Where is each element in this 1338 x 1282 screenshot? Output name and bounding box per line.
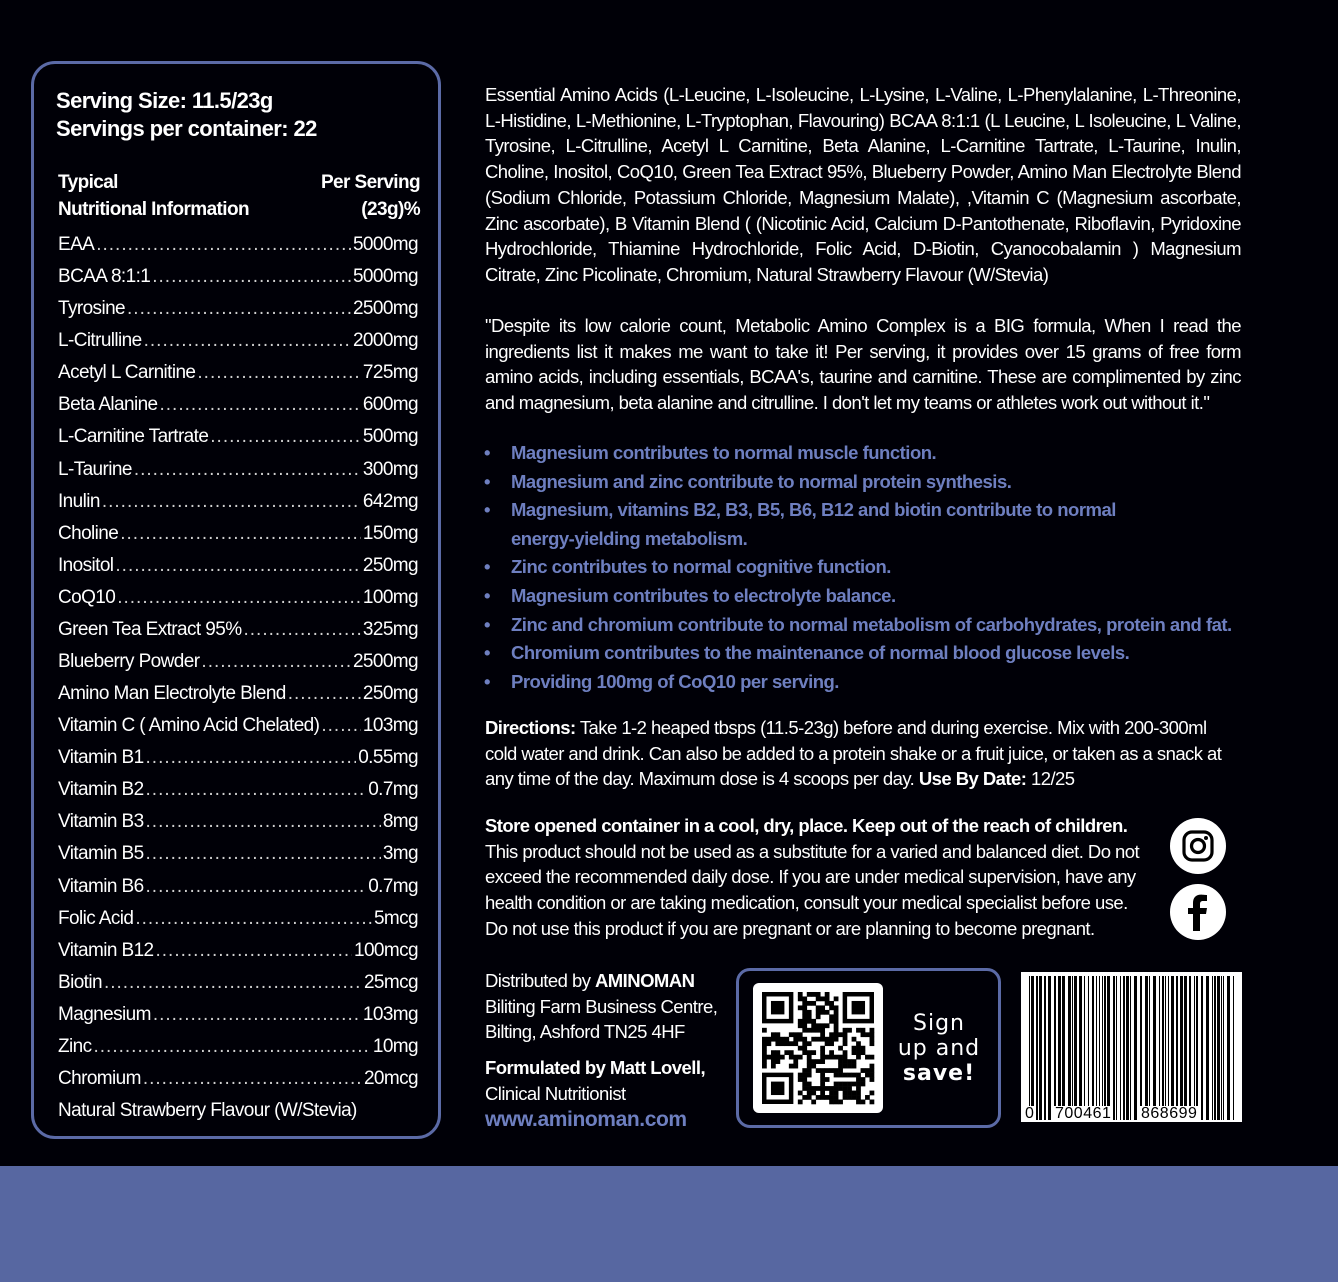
nutrient-row [58,972,418,1004]
nutrient-value: 10mg [372,1035,418,1057]
nutrient-name: Vitamin B5 [58,843,144,865]
dot-leader [146,811,381,833]
serving-size: Serving Size: 11.5/23g [56,88,273,113]
dot-leader [197,362,360,384]
nutrient-value: 300mg [362,458,418,480]
nutrient-name: Amino Man Electrolyte Blend [58,683,286,705]
dot-leader [288,683,361,705]
nutrient-value: 2500mg [352,298,418,320]
dot-leader [160,394,361,416]
header-per-serving: Per Serving [320,172,420,193]
nutrition-panel [31,61,441,1139]
dot-leader [146,876,367,898]
nutrient-value: 0.55mg [358,747,418,769]
qr-signup-panel[interactable] [736,968,1001,1128]
nutrient-name: Blueberry Powder [58,651,200,673]
nutrient-name: Inulin [58,490,100,512]
nutrient-value: 250mg [362,683,418,705]
barcode-digits-right: 868699 [1141,1105,1198,1122]
qr-cta-line-3: save! [902,1061,976,1086]
qr-cta-line-2: up and [897,1036,981,1061]
nutrient-name: L-Citrulline [58,330,142,352]
nutrient-row [58,715,418,747]
instagram-icon[interactable] [1170,818,1226,874]
barcode-digits-middle: 700461 [1055,1105,1112,1122]
nutrient-row [58,651,418,683]
dot-leader [96,234,351,256]
nutrient-name: Vitamin B6 [58,875,144,897]
health-claim: • Magnesium and zinc contribute to normal protein synthesis. [484,468,1284,497]
dot-leader [135,908,372,930]
health-claim: • Chromium contributes to the maintenance of normal blood glucose levels. [484,639,1284,668]
dot-leader [146,747,357,769]
use-by-value: 12/25 [1026,768,1075,790]
health-claim: • Magnesium, vitamins B2, B3, B5, B6, B12 and biotin contribute to normal energy-yielding metabolism. [484,496,1284,553]
nutrient-name: Vitamin B1 [58,747,144,769]
nutrient-name: Magnesium [58,1003,151,1025]
nutrient-value: 725mg [362,362,418,384]
nutrient-value: 3mg [382,843,418,865]
header-typical: Typical [58,172,118,193]
distributor-address-1: Biliting Farm Business Centre, [485,995,718,1017]
servings-per-container: Servings per container: 22 [56,116,317,141]
distributor-address-2: Bilting, Ashford TN25 4HF [485,1021,685,1042]
nutrient-name: Beta Alanine [58,394,158,416]
nutrient-value: 642mg [362,490,418,512]
nutrient-row [58,1068,418,1100]
dot-leader [153,1004,361,1026]
nutrient-name: CoQ10 [58,586,116,608]
website-link[interactable]: www.aminoman.com [485,1108,687,1131]
nutrient-value: 2000mg [352,330,418,352]
dot-leader [152,266,351,288]
distributor-info [485,968,717,1045]
nutrient-value: 250mg [362,554,418,576]
nutrient-row [58,330,418,362]
dot-leader [244,619,361,641]
nutrient-value: 0.7mg [368,779,418,801]
directions [485,715,1241,792]
nutrient-value: 600mg [362,394,418,416]
nutrient-row [58,266,418,298]
nutrient-row [58,298,418,330]
nutrient-name: Tyrosine [58,298,126,320]
nutrient-name: Vitamin B3 [58,811,144,833]
dot-leader [104,972,362,994]
storage-text: This product should not be used as a substitute for a varied and balanced diet. Do not exceed the recommended daily dose. If you are under medical supervision, have any health condition or are taking medication, consult your medical specialist before use. Do not use this product if you are pregnant or are planning to become pregnant. [485,840,1140,939]
nutrient-row [58,555,418,587]
distributor-brand: AMINOMAN [595,970,695,991]
nutrient-value: 5000mg [352,266,418,288]
nutrient-list [58,234,418,1100]
nutrient-row [58,394,418,426]
ingredients-text: Essential Amino Acids (L-Leucine, L-Isoleucine, L-Lysine, L-Valine, L-Phenylalanine, L-Threonine, L-Histidine, L-Methionine, L-Tryptophan, Flavouring) BCAA 8:1:1 (L Leucine, L Isoleucine, L Valine, Tyrosine, L-Citrulline, Acetyl L Carnitine, Beta Alanine, L-Carnitine Tartrate, L-Taurine, Inulin, Choline, Inositol, CoQ10, Green Tea Extract 95%, Blueberry Powder, Amino Man Electrolyte Blend (Sodium Chloride, Potassium Chloride, Magnesium Malate), ,Vitamin C (Magnesium ascorbate, Zinc ascorbate), B Vitamin Blend ( (Nicotinic Acid, Calcium D-Pantothenate, Riboflavin, Pyridoxine Hydrochloride, Thiamine Hydrochloride, Folic Acid, D-Biotin, Cyanocobalamin ) Magnesium Citrate, Zinc Picolinate, Chromium, Natural Strawberry Flavour (W/Stevia) [485,84,1241,285]
facebook-icon[interactable] [1170,884,1226,940]
health-claims-list [484,439,1284,696]
dot-leader [146,843,381,865]
nutrient-row [58,940,418,972]
qr-signup-text [891,1011,987,1086]
distributor-prefix: Distributed by [485,970,595,991]
nutrient-name: BCAA 8:1:1 [58,266,151,288]
nutrient-value: 100mg [362,586,418,608]
nutrient-row [58,683,418,715]
nutrient-row [58,908,418,940]
nutrient-row [58,234,418,266]
barcode-digits [1021,1106,1242,1122]
dot-leader [115,555,360,577]
nutrient-row [58,876,418,908]
nutrient-name: Vitamin C ( Amino Acid Chelated) [58,715,320,737]
header-nutritional-information: Nutritional Information [58,199,249,220]
use-by-label: Use By Date: [918,768,1027,790]
formulator-info [485,1055,705,1106]
nutrient-row [58,491,418,523]
nutrient-value: 100mcg [354,939,418,961]
nutrient-row [58,587,418,619]
nutrient-row [58,459,418,491]
health-claim: • Magnesium contributes to electrolyte balance. [484,582,1284,611]
nutrient-row [58,1036,418,1068]
qr-cta-line-1: Sign [913,1011,965,1036]
health-claim: • Providing 100mg of CoQ10 per serving. [484,668,1284,697]
nutrient-value: 0.7mg [368,875,418,897]
nutrient-value: 5mcg [373,907,418,929]
dot-leader [321,715,361,737]
nutrient-row [58,779,418,811]
nutrient-name: EAA [58,234,95,255]
nutrient-row [58,1004,418,1036]
nutrient-value: 2500mg [352,651,418,673]
dot-leader [94,1036,371,1058]
nutrient-name: Inositol [58,554,114,576]
testimonial-quote: "Despite its low calorie count, Metabolic Amino Complex is a BIG formula, When I read the ingredients list it makes me want to take it! Per serving, it provides over 15 grams of free form amino acids, including essentials, BCAA's, taurine and carnitine. These are complimented by zinc and magnesium, beta alanine and citrulline. I don't let my teams or athletes work out without it." [485,315,1241,414]
dot-leader [127,298,351,320]
formulator-title: Clinical Nutritionist [485,1082,626,1104]
health-claim: • Magnesium contributes to normal muscle function. [484,439,1284,468]
qr-code[interactable] [753,983,883,1113]
directions-text: Take 1-2 heaped tbsps (11.5-23g) before and during exercise. Mix with 200-300ml cold water and drink. Can also be added to a protein shake or a fruit juice, or taken as a snack at any time of the day. Maximum dose is 4 scoops per day. [485,717,1222,790]
storage-bold: Store opened container in a cool, dry, place. Keep out of the reach of children. [485,815,1128,836]
nutrient-name: L-Taurine [58,458,132,480]
dot-leader [134,459,361,481]
nutrient-name: Choline [58,522,119,544]
nutrient-row [58,843,418,875]
nutrient-value: 25mcg [363,971,418,993]
nutrient-row [58,619,418,651]
nutrient-name: Folic Acid [58,907,134,929]
nutrient-name: Chromium [58,1068,141,1090]
nutrient-name: Vitamin B12 [58,939,154,961]
health-claim: • Zinc and chromium contribute to normal metabolism of carbohydrates, protein and fat. [484,611,1284,640]
dot-leader [143,1068,362,1090]
dot-leader [102,491,361,513]
directions-label: Directions: [485,717,576,738]
formulator-name: Formulated by Matt Lovell, [485,1057,706,1078]
flavour-note: Natural Strawberry Flavour (W/Stevia) [58,1100,357,1121]
nutrient-value: 8mg [382,811,418,833]
dot-leader [146,779,367,801]
nutrient-value: 20mcg [363,1068,418,1090]
barcode-digit-left: 0 [1025,1105,1034,1122]
nutrient-value: 500mg [362,426,418,448]
nutrient-row [58,747,418,779]
nutrient-row [58,426,418,458]
nutrient-value: 325mg [362,618,418,640]
header-serving-amount: (23g)% [361,199,420,220]
nutrient-name: Green Tea Extract 95% [58,618,242,640]
dot-leader [156,940,353,962]
nutrient-row [58,523,418,555]
nutrient-value: 150mg [362,522,418,544]
dot-leader [117,587,361,609]
bottom-color-band [0,1166,1338,1282]
barcode [1021,972,1242,1122]
nutrient-name: Acetyl L Carnitine [58,362,196,384]
nutrient-row [58,811,418,843]
dot-leader [201,651,351,673]
nutrient-name: L-Carnitine Tartrate [58,426,209,448]
dot-leader [120,523,361,545]
nutrient-name: Vitamin B2 [58,779,144,801]
nutrient-value: 103mg [362,1003,418,1025]
nutrient-value: 103mg [362,715,418,737]
storage-warning [485,813,1145,942]
nutrient-name: Biotin [58,971,102,993]
nutrient-name: Zinc [58,1035,92,1057]
nutrient-row [58,362,418,394]
dot-leader [210,426,361,448]
health-claim: • Zinc contributes to normal cognitive function. [484,553,1284,582]
nutrient-value: 5000mg [352,234,418,255]
dot-leader [144,330,351,352]
